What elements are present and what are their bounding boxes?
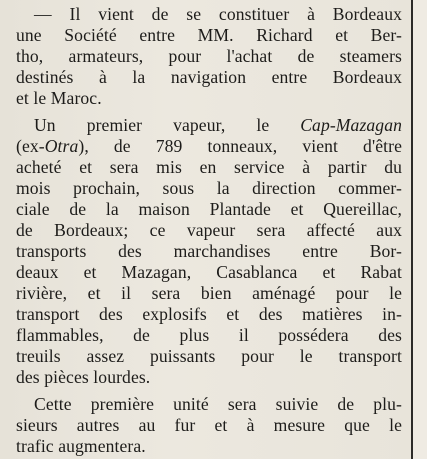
page-margin: [413, 0, 427, 459]
text-line: — Il vient de se constituer à Bordeaux: [34, 4, 402, 24]
text-line: mois prochain, sous la direction commer-: [16, 178, 402, 198]
text-line: destinés à la navigation entre Bordeaux: [16, 67, 402, 87]
text-run: ), de 789 tonneaux, vient d'être: [78, 136, 402, 156]
paragraph-2: [16, 115, 402, 388]
text-line: transports des marchandises entre Bor-: [16, 241, 402, 261]
text-line: ciale de la maison Plantade et Quereillac,: [16, 199, 402, 219]
text-line: acheté et sera mis en service à partir du: [16, 157, 402, 177]
paragraph-1: [16, 4, 402, 109]
text-line: transport des explosifs et des matières in-: [16, 304, 402, 324]
text-line: et le Maroc.: [16, 88, 102, 108]
text-line: rivière, et il sera bien aménagé pour le: [16, 283, 402, 303]
text-line: une Société entre MM. Richard et Ber-: [16, 25, 402, 45]
ship-name: Cap-Mazagan: [300, 115, 402, 135]
text-line: des pièces lourdes.: [16, 367, 151, 387]
text-line: de Bordeaux; ce vapeur sera affecté aux: [16, 220, 402, 240]
text-line: Cette première unité sera suivie de plu-: [34, 394, 402, 414]
text-run: (ex-: [16, 136, 45, 156]
text-line: deaux et Mazagan, Casablanca et Rabat: [16, 262, 402, 282]
article-column: [16, 4, 402, 457]
paragraph-3: [16, 394, 402, 457]
text-line: flammables, de plus il possédera des: [16, 325, 402, 345]
text-run: Un premier vapeur, le: [34, 115, 301, 135]
text-line: [16, 115, 402, 136]
text-line: sieurs autres au fur et à mesure que le: [16, 415, 402, 435]
text-line: treuils assez puissants pour le transport: [16, 346, 402, 366]
text-line: tho, armateurs, pour l'achat de steamers: [16, 46, 402, 66]
former-ship-name: Otra: [44, 136, 79, 156]
text-line: trafic augmentera.: [16, 436, 146, 456]
text-line: [16, 136, 402, 157]
